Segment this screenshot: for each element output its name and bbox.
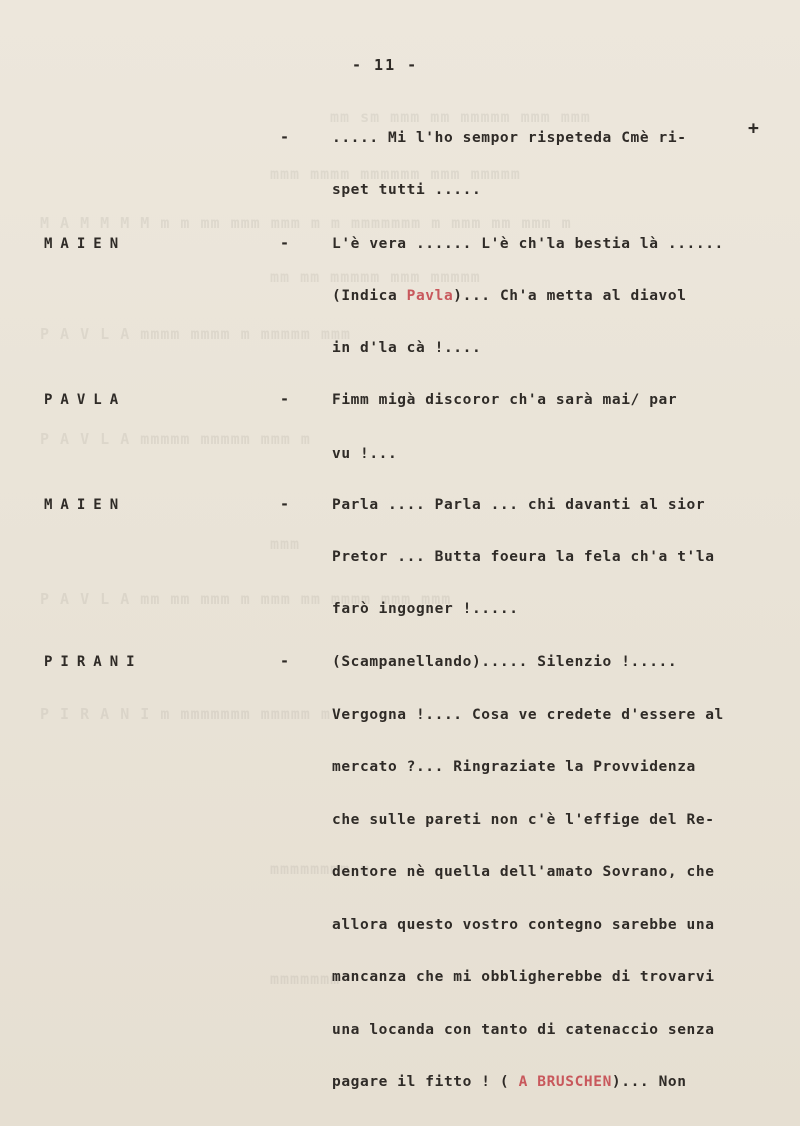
speaker-name: PAVLA — [44, 392, 127, 408]
bleed-through-text: mmm — [270, 535, 301, 553]
bleed-through-text: mmmmmmmm m — [270, 860, 371, 878]
bleed-through-text: P I R A N I m mmmmmmm mmmmm m — [40, 705, 331, 723]
speaker-name: MAIEN — [44, 236, 127, 252]
bleed-through-text: P A V L A mmmmm mmmmm mmm m — [40, 430, 311, 448]
dialogue-line: mercato ?... Ringraziate la Provvidenza — [332, 759, 696, 775]
dialogue-dash: - — [280, 652, 290, 670]
bleed-through-text: mmmmmmm — [270, 970, 341, 988]
dialogue-line: ..... Mi l'ho sempor rispeteda Cmè ri- — [332, 130, 687, 146]
dialogue-line: farò ingogner !..... — [332, 601, 519, 617]
speaker-name: MAIEN — [44, 497, 127, 513]
dialogue-line: pagare il fitto ! ( A BRUSCHEN)... Non — [332, 1074, 687, 1090]
dialogue-line: L'è vera ...... L'è ch'la bestia là ...... — [332, 236, 724, 252]
dialogue-line: (Indica Pavla)... Ch'a metta al diavol — [332, 288, 687, 304]
dialogue-line: spet tutti ..... — [332, 182, 482, 198]
stage-direction-name: Pavla — [406, 288, 454, 304]
dialogue-line: Parla .... Parla ... chi davanti al sior — [332, 497, 706, 513]
page-number: - 11 - — [352, 56, 419, 74]
dialogue-line: mancanza che mi obbligherebbe di trovarvi — [332, 969, 715, 985]
dialogue-line: in d'la cà !.... — [332, 340, 482, 356]
dialogue-dash: - — [280, 390, 290, 408]
dialogue-line: vu !... — [332, 446, 398, 462]
bleed-through-text: P A V L A mm mm mmm m mmm mm mmmm mmm mmm — [40, 590, 452, 608]
dialogue-line: Fimm migà discoror ch'a sarà mai/ par — [332, 392, 678, 408]
dialogue-line: Vergogna !.... Cosa ve credete d'essere al — [332, 707, 724, 723]
dialogue-line: (Scampanellando)..... Silenzio !..... — [332, 654, 678, 670]
speaker-name: PIRANI — [44, 654, 143, 670]
dialogue-line: Pretor ... Butta foeura la fela ch'a t'la — [332, 549, 715, 565]
dialogue-line: una locanda con tanto di catenaccio senza — [332, 1022, 715, 1038]
dialogue-line: allora questo vostro contegno sarebbe una — [332, 917, 715, 933]
bleed-through-text: M A M M M M m m mm mmm mmm m m mmmmmmm m mmm mm mmm m — [40, 214, 572, 232]
dialogue-dash: - — [280, 234, 290, 252]
bleed-through-text: mm sm mmm mm mmmmm mmm mmm — [330, 108, 591, 126]
dialogue-dash: - — [280, 128, 290, 146]
bleed-through-text: mmm mmmm mmmmmm mmm mmmmm — [270, 165, 521, 183]
stage-direction-name: A BRUSCHEN — [518, 1074, 612, 1090]
bleed-through-text: P A V L A mmmm mmmm m mmmmm mmm — [40, 325, 351, 343]
dialogue-line: che sulle pareti non c'è l'effige del Re- — [332, 812, 715, 828]
dialogue-line: dentore nè quella dell'amato Sovrano, che — [332, 864, 715, 880]
bleed-through-text: mm mm mmmmm mmm mmmmm — [270, 268, 481, 286]
dialogue-dash: - — [280, 495, 290, 513]
margin-cross-mark: + — [748, 118, 759, 139]
